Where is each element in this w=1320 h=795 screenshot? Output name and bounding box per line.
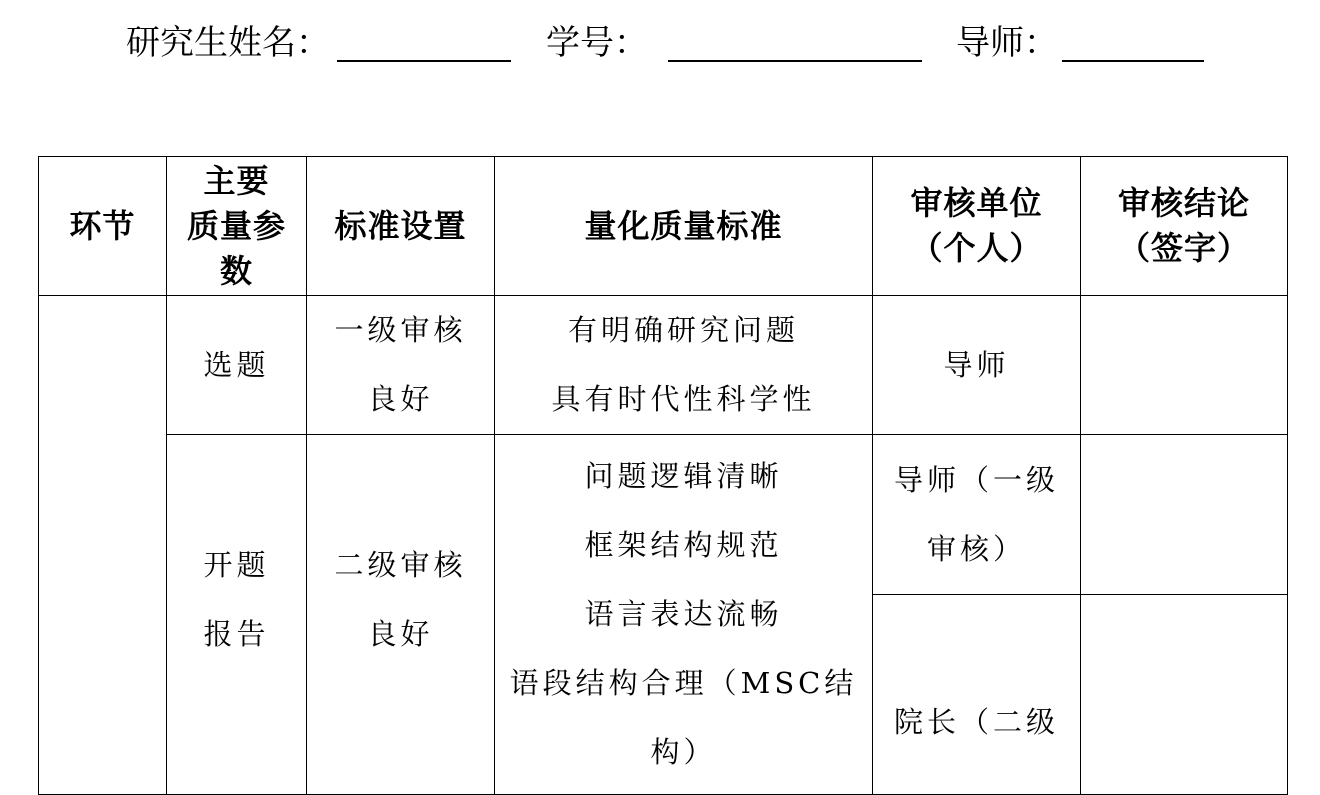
- table-row: [39, 296, 1288, 435]
- standard-cell: 二级审核 良好: [307, 435, 495, 795]
- student-name-label: 研究生姓名：: [126, 23, 330, 63]
- signature-cell[interactable]: [1081, 595, 1288, 795]
- param-cell: 选题: [167, 296, 307, 435]
- student-id-field[interactable]: [668, 60, 922, 62]
- signature-cell[interactable]: [1081, 296, 1288, 435]
- column-header-params: 主要 质量参 数: [167, 157, 307, 296]
- column-header-unit: 审核单位 （个人）: [873, 157, 1081, 296]
- column-header-quant: 量化质量标准: [495, 157, 873, 296]
- column-header-conclusion: 审核结论 （签字）: [1081, 157, 1288, 296]
- param-cell: 开题 报告: [167, 435, 307, 795]
- table-header-row: [39, 157, 1288, 296]
- signature-cell[interactable]: [1081, 435, 1288, 595]
- advisor-label: 导师：: [956, 23, 1058, 63]
- standard-cell: 一级审核 良好: [307, 296, 495, 435]
- quality-review-table: [38, 156, 1288, 795]
- quant-cell: 问题逻辑清晰 框架结构规范 语言表达流畅 语段结构合理（MSC结 构）: [495, 435, 873, 795]
- student-name-field[interactable]: [337, 60, 511, 62]
- stage-cell: [39, 296, 167, 795]
- form-header: [0, 16, 1320, 72]
- review-unit-cell: 导师: [873, 296, 1081, 435]
- review-unit-cell: 导师（一级 审核）: [873, 435, 1081, 595]
- table-row: [39, 435, 1288, 595]
- column-header-standard: 标准设置: [307, 157, 495, 296]
- advisor-field[interactable]: [1062, 60, 1204, 62]
- quant-cell: 有明确研究问题 具有时代性科学性: [495, 296, 873, 435]
- review-unit-cell: 院长（二级: [873, 595, 1081, 795]
- column-header-stage: 环节: [39, 157, 167, 296]
- student-id-label: 学号：: [546, 23, 648, 63]
